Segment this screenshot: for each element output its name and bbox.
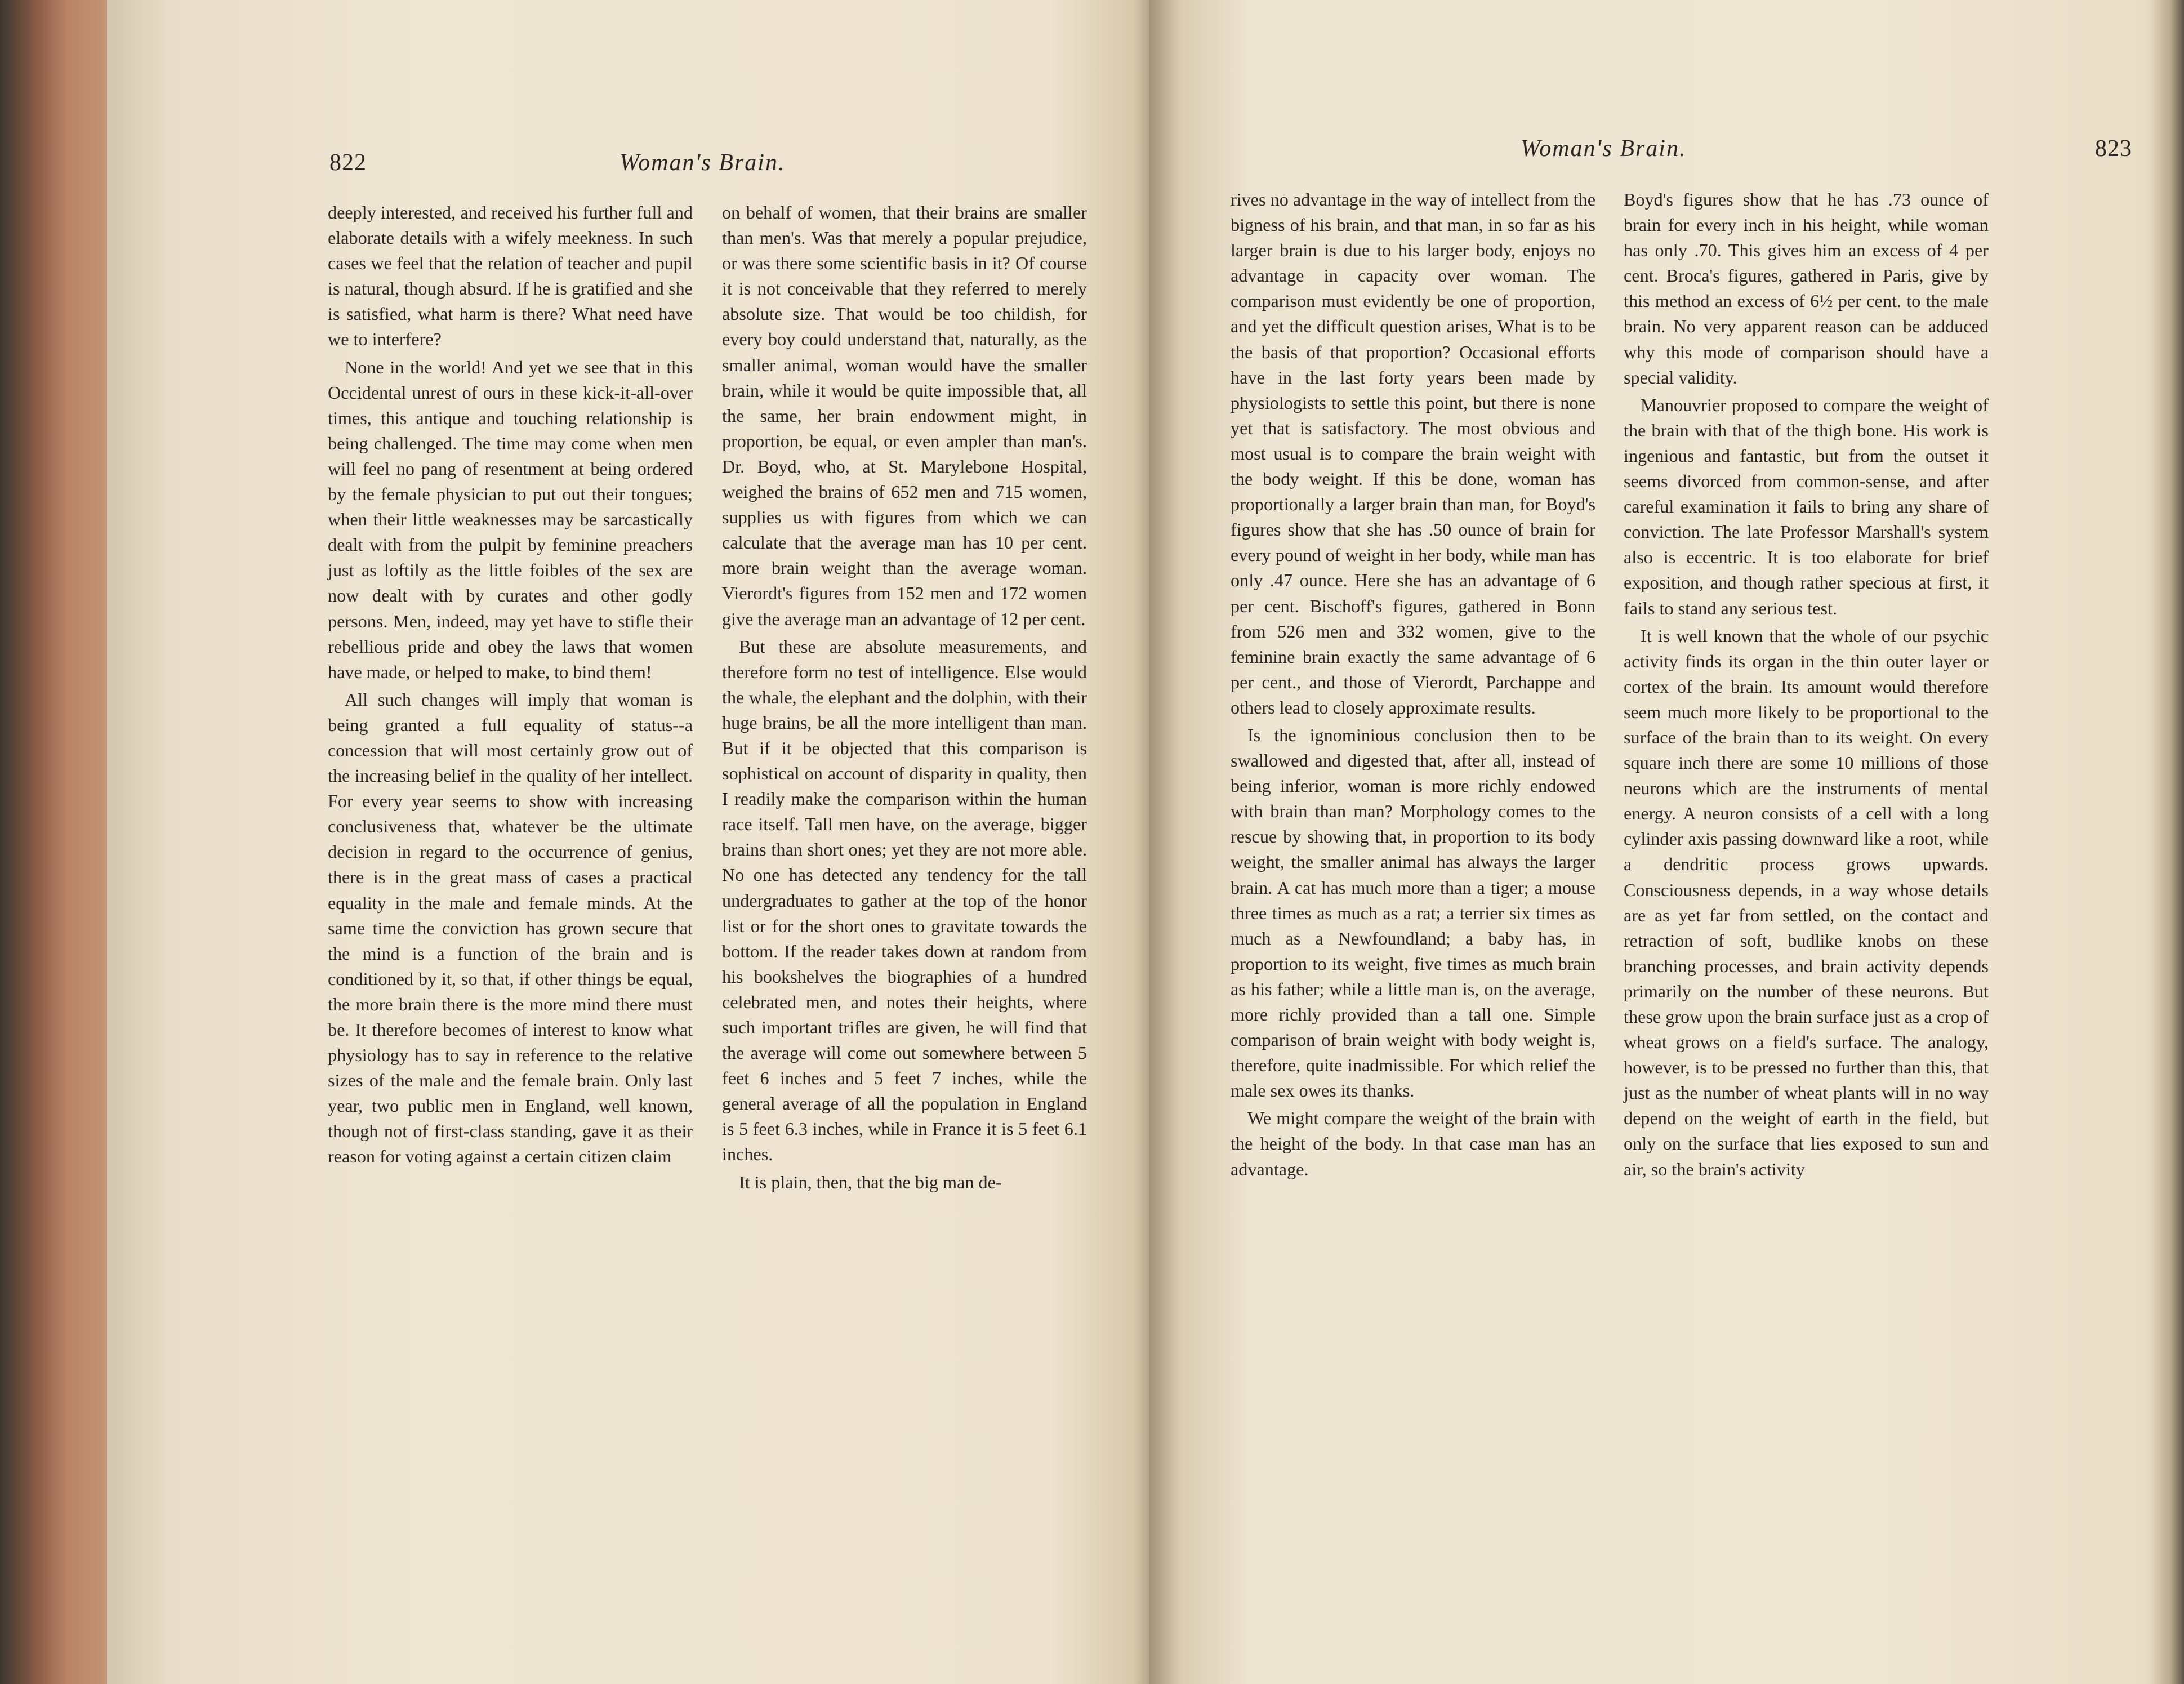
right-page [1149,0,2184,1684]
running-title-left: Woman's Brain. [619,150,786,176]
paragraph: All such changes will imply that woman is being granted a full equality of status--a concession that will most certainly grow out of the increasing belief in the quality of her intellect. For every year seems to show with increasing conclusiveness that, whatever be the ultimate decision in regard to the occurrence of genius, there is in the great mass of cases a practical equality in the male and female minds. At the same time the conviction has grown secure that the mind is a function of the brain and is conditioned by it, so that, if other things be equal, the more brain there is the more mind there must be. It therefore becomes of interest to know what physiology has to say in reference to the relative sizes of the male and the female brain. Only last year, two public men in England, well known, though not of first-class standing, gave it as their reason for voting against a certain citizen claim [328,689,693,1167]
page-number-left: 822 [329,150,367,176]
paragraph: It is well known that the whole of our psychic activity finds its organ in the thin outer layer or cortex of the brain. Its amount would therefore seem much more likely to be proportional to the surface of the brain than to its weight. On every square inch there are some 10 millions of those neurons which are the instruments of mental energy. A neuron consists of a cell with a long cylinder axis passing downward like a root, while a dendritic process grows upwards. Consciousness depends, in a way whose details are as yet far from settled, on the contact and retraction of soft, budlike knobs on these branching processes, and brain activity depends primarily on the number of these neurons. But these grow upon the brain surface just as a crop of wheat grows on a field's surface. The analogy, however, is to be pressed no further than this, that just as the number of wheat plants will in no way depend on the weight of earth in the field, but only on the surface that lies exposed to sun and air, so the brain's activity [1624,625,1989,1179]
paragraph: But these are absolute measurements, and therefore form no test of intelligence. Else would the whale, the elephant and the dolphin, with their huge brains, be all the more intelligent than man. But if it be objected that this comparison is sophistical on account of disparity in quality, then I readily make the comparison within the human race itself. Tall men have, on the average, bigger brains than short ones; yet they are not more able. No one has detected any tendency for the tall undergraduates to gather at the top of the honor list or for the short ones to gravitate towards the bottom. If the reader takes down at random from his bookshelves the biographies of a hundred celebrated men, and notes their heights, where such important trifles are given, he will find that the average will come out somewhere between 5 feet 6 inches and 5 feet 7 inches, while the general average of all the population in England is 5 feet 6.3 inches, while in France it is 5 feet 6.1 inches. [722,636,1087,1165]
right-column-1 [1231,187,1595,1182]
right-column-2 [1624,187,1989,1182]
left-page [107,0,1155,1684]
paragraph: It is plain, then, that the big man de- [739,1171,1002,1192]
running-title-right: Woman's Brain. [1521,136,1687,162]
paragraph: Manouvrier proposed to compare the weight of the brain with that of the thigh bone. His work is ingenious and fantastic, but from the outset it seems divorced from common-sense, and after careful examination it fails to bring any share of conviction. The late Professor Marshall's system also is eccentric. It is too elaborate for brief exposition, and though rather specious at first, it fails to stand any serious test. [1624,394,1989,618]
page-number-right: 823 [2095,136,2132,162]
paragraph: rives no advantage in the way of intellect from the bigness of his brain, and that man, in so far as his larger brain is due to his larger body, enjoys no advantage in capacity over woman. The comparison must evidently be one of proportion, and yet the difficult question arises, What is to be the basis of that proportion? Occasional efforts have in the last forty years been made by physiologists to settle this point, but there is none yet that is satisfactory. The most obvious and most usual is to compare the brain weight with the body weight. If this be done, woman has proportionally a larger brain than man, for Boyd's figures show that she has .50 ounce of brain for every pound of weight in her body, while man has only .47 ounce. Here she has an advantage of 6 per cent. Bischoff's figures, gathered in Bonn from 526 men and 332 women, give to the feminine brain exactly the same advantage of 6 per cent., and those of Vierordt, Parchappe and others lead to closely approximate results. [1231,189,1595,718]
paragraph: We might compare the weight of the brain with the height of the body. In that case man has an advantage. [1231,1108,1595,1179]
left-column-2 [722,200,1087,1195]
paragraph: Boyd's figures show that he has .73 ounce of brain for every inch in his height, while woman has only .70. This gives him an excess of 4 per cent. Broca's figures, gathered in Paris, give by this method an excess of 6½ per cent. to the male brain. No very apparent reason can be adduced why this mode of comparison should have a special validity. [1624,189,1989,387]
book-cover-edge [0,0,121,1684]
paragraph: on behalf of women, that their brains are smaller than men's. Was that merely a popular prejudice, or was there some scientific basis in it? Of course it is not conceivable that they referred to merely absolute size. That would be too childish, for every boy could understand that, naturally, as the smaller animal, woman would have the smaller brain, while it would be quite impossible that, all the same, her brain endowment might, in proportion, be equal, or even ampler than man's. Dr. Boyd, who, at St. Marylebone Hospital, weighed the brains of 652 men and 715 women, supplies us with figures from which we can calculate that the average man has 10 per cent. more brain weight than the average woman. Vierordt's figures from 152 men and 172 women give the average man an advantage of 12 per cent. [722,202,1087,629]
paragraph: deeply interested, and received his further full and elaborate details with a wifely meekness. In such cases we feel that the relation of teacher and pupil is natural, though absurd. If he is gratified and she is satisfied, what harm is there? What need have we to interfere? [328,202,693,350]
left-column-1 [328,200,693,1170]
paragraph: Is the ignominious conclusion then to be swallowed and digested that, after all, instead of being inferior, woman is more richly endowed with brain than man? Morphology comes to the rescue by showing that, in proportion to its body weight, the smaller animal has always the larger brain. A cat has much more than a tiger; a mouse three times as much as a rat; a terrier six times as much as a Newfoundland; a baby has, in proportion to its weight, five times as much brain as his father; while a little man is, on the average, more richly provided than a tall one. Simple comparison of brain weight with body weight is, therefore, quite inadmissible. For which relief the male sex owes its thanks. [1231,724,1595,1101]
paragraph: None in the world! And yet we see that in this Occidental unrest of ours in these kick-it-all-over times, this antique and touching relationship is being challenged. The time may come when men will feel no pang of resentment at being ordered by the female physician to put out their tongues; when their little weaknesses may be sarcastically dealt with from the pulpit by feminine preachers just as loftily as the little foibles of the sex are now dealt with by curates and other godly persons. Men, indeed, may yet have to stifle their rebellious pride and obey the laws that women have made, or helped to make, to bind them! [328,357,693,682]
page-fore-edge [2150,0,2184,1684]
